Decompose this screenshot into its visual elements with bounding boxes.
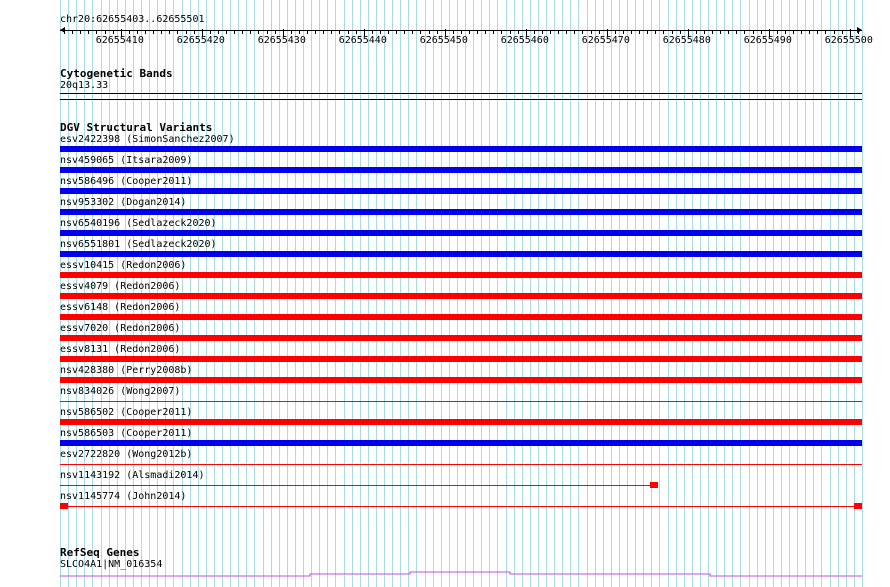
ruler-minor-tick (88, 31, 89, 34)
ruler-minor-tick (753, 31, 754, 34)
variant-feature-bar[interactable] (60, 335, 862, 341)
ruler-minor-tick (145, 31, 146, 34)
ruler-minor-tick (501, 31, 502, 34)
dgv-track-title[interactable]: DGV Structural Variants (60, 121, 213, 134)
ruler-minor-tick (380, 31, 381, 34)
ruler-minor-tick (372, 31, 373, 34)
refseq-track-title[interactable]: RefSeq Genes (60, 546, 140, 559)
ruler-minor-tick (566, 31, 567, 34)
variant-feature-line[interactable] (60, 464, 862, 465)
variant-feature-bar[interactable] (60, 230, 862, 236)
ruler-minor-tick (258, 31, 259, 34)
ruler-minor-tick (550, 31, 551, 34)
ruler-minor-tick (404, 31, 405, 34)
ruler-minor-tick (80, 31, 81, 34)
variant-label[interactable]: nsv1145774 (John2014) (60, 491, 187, 502)
ruler-tick-label: 62655410 (95, 35, 144, 46)
ruler-minor-tick (858, 31, 859, 34)
ruler-tick-label: 62655470 (581, 35, 630, 46)
ruler-minor-tick (623, 31, 624, 34)
ruler-minor-tick (267, 31, 268, 34)
ruler-tick-label: 62655430 (257, 35, 306, 46)
variant-feature-bar[interactable] (60, 356, 862, 362)
ruler-minor-tick (542, 31, 543, 34)
variant-label[interactable]: nsv953302 (Dogan2014) (60, 197, 187, 208)
ruler-minor-tick (210, 31, 211, 34)
ruler-minor-tick (801, 31, 802, 34)
ruler-minor-tick (250, 31, 251, 34)
variant-feature-bar[interactable] (60, 188, 862, 194)
ruler-minor-tick (72, 31, 73, 34)
variant-feature-bar[interactable] (60, 146, 862, 152)
variant-label[interactable]: essv6148 (Redon2006) (60, 302, 181, 313)
ruler-minor-tick (339, 31, 340, 34)
ruler-minor-tick (712, 31, 713, 34)
ruler-tick-label: 62655490 (743, 35, 792, 46)
ruler-minor-tick (453, 31, 454, 34)
ruler-minor-tick (420, 31, 421, 34)
ruler-minor-tick (817, 31, 818, 34)
variant-label[interactable]: nsv586496 (Cooper2011) (60, 176, 193, 187)
variant-label[interactable]: nsv6551801 (Sedlazeck2020) (60, 239, 217, 250)
variant-feature-bar[interactable] (60, 272, 862, 278)
variant-feature-block[interactable] (60, 503, 68, 509)
ruler-minor-tick (785, 31, 786, 34)
ruler-minor-tick (615, 31, 616, 34)
variant-feature-bar[interactable] (60, 440, 862, 446)
ruler-minor-tick (704, 31, 705, 34)
ruler-minor-tick (469, 31, 470, 34)
ruler-minor-tick (842, 31, 843, 34)
ruler-minor-tick (323, 31, 324, 34)
ruler-tick-label: 62655440 (338, 35, 387, 46)
ruler-minor-tick (809, 31, 810, 34)
ruler-minor-tick (834, 31, 835, 34)
variant-label[interactable]: nsv459065 (Itsara2009) (60, 155, 193, 166)
ruler-minor-tick (105, 31, 106, 34)
grid-line (862, 0, 863, 587)
ruler-minor-tick (582, 31, 583, 34)
variant-feature-block[interactable] (854, 503, 862, 509)
ruler-minor-tick (429, 31, 430, 34)
variant-feature-bar[interactable] (60, 167, 862, 173)
ruler-minor-tick (639, 31, 640, 34)
ruler-minor-tick (461, 31, 462, 34)
variant-feature-bar[interactable] (60, 314, 862, 320)
cytobands-track-title[interactable]: Cytogenetic Bands (60, 67, 173, 80)
ruler-minor-tick (299, 31, 300, 34)
variant-feature-line[interactable] (60, 485, 650, 486)
ruler-tick-label: 62655450 (419, 35, 468, 46)
ruler-minor-tick (64, 31, 65, 34)
variant-label[interactable]: essv8131 (Redon2006) (60, 344, 181, 355)
ruler-tick-label: 62655420 (176, 35, 225, 46)
ruler-minor-tick (696, 31, 697, 34)
ruler-minor-tick (599, 31, 600, 34)
variant-label[interactable]: essv10415 (Redon2006) (60, 260, 187, 271)
ruler-minor-tick (242, 31, 243, 34)
ruler-minor-tick (663, 31, 664, 34)
ruler-minor-tick (218, 31, 219, 34)
ruler-minor-tick (493, 31, 494, 34)
ruler-minor-tick (534, 31, 535, 34)
ruler-minor-tick (315, 31, 316, 34)
cytoband-label: 20q13.33 (60, 80, 109, 91)
variant-label[interactable]: nsv1143192 (Alsmadi2014) (60, 470, 205, 481)
ruler-minor-tick (574, 31, 575, 34)
variant-label[interactable]: essv4079 (Redon2006) (60, 281, 181, 292)
variant-feature-line[interactable] (60, 401, 862, 402)
ruler-minor-tick (647, 31, 648, 34)
variant-feature-line[interactable] (60, 506, 862, 507)
variant-label[interactable]: nsv586503 (Cooper2011) (60, 428, 193, 439)
variant-label[interactable]: esv2722820 (Wong2012b) (60, 449, 193, 460)
ruler-minor-tick (169, 31, 170, 34)
ruler-minor-tick (137, 31, 138, 34)
ruler-minor-tick (744, 31, 745, 34)
ruler-minor-tick (388, 31, 389, 34)
ruler-tick-label: 62655460 (500, 35, 549, 46)
variant-label[interactable]: nsv428380 (Perry2008b) (60, 365, 193, 376)
ruler-minor-tick (226, 31, 227, 34)
ruler-minor-tick (356, 31, 357, 34)
variant-feature-bar[interactable] (60, 251, 862, 257)
variant-label[interactable]: essv7020 (Redon2006) (60, 323, 181, 334)
ruler-minor-tick (825, 31, 826, 34)
ruler-minor-tick (194, 31, 195, 34)
ruler-minor-tick (736, 31, 737, 34)
ruler-minor-tick (291, 31, 292, 34)
ruler-minor-tick (672, 31, 673, 34)
ruler-minor-tick (331, 31, 332, 34)
variant-feature-bar[interactable] (60, 377, 862, 383)
variant-feature-block[interactable] (650, 482, 658, 488)
refseq-gene-label[interactable]: SLCO4A1|NM_016354 (60, 559, 163, 570)
ruler-minor-tick (307, 31, 308, 34)
ruler-minor-tick (518, 31, 519, 34)
variant-feature-bar[interactable] (60, 293, 862, 299)
ruler-minor-tick (186, 31, 187, 34)
ruler-minor-tick (631, 31, 632, 34)
variant-label[interactable]: esv2422398 (SimonSanchez2007) (60, 134, 235, 145)
ruler-tick-label: 62655500 (824, 35, 873, 46)
ruler-minor-tick (153, 31, 154, 34)
ruler-minor-tick (412, 31, 413, 34)
ruler-minor-tick (793, 31, 794, 34)
variant-feature-bar[interactable] (60, 209, 862, 215)
ruler-minor-tick (396, 31, 397, 34)
ruler-minor-tick (348, 31, 349, 34)
ruler-minor-tick (96, 31, 97, 34)
ruler-minor-tick (485, 31, 486, 34)
ruler-location: chr20:62655403..62655501 (60, 14, 205, 25)
ruler-minor-tick (728, 31, 729, 34)
cytoband-bar-top (60, 93, 862, 94)
ruler-tick-label: 62655480 (662, 35, 711, 46)
ruler-minor-tick (761, 31, 762, 34)
ruler-minor-tick (591, 31, 592, 34)
cytoband-bar-bottom (60, 99, 862, 100)
ruler-minor-tick (161, 31, 162, 34)
variant-feature-bar[interactable] (60, 419, 862, 425)
ruler-minor-tick (477, 31, 478, 34)
ruler-minor-tick (177, 31, 178, 34)
ruler-minor-tick (113, 31, 114, 34)
ruler-minor-tick (720, 31, 721, 34)
variant-label[interactable]: nsv6540196 (Sedlazeck2020) (60, 218, 217, 229)
ruler-minor-tick (655, 31, 656, 34)
ruler-minor-tick (234, 31, 235, 34)
ruler-minor-tick (777, 31, 778, 34)
ruler-minor-tick (437, 31, 438, 34)
ruler-minor-tick (558, 31, 559, 34)
ruler-minor-tick (680, 31, 681, 34)
ruler-minor-tick (129, 31, 130, 34)
variant-label[interactable]: nsv834026 (Wong2007) (60, 386, 181, 397)
ruler-minor-tick (275, 31, 276, 34)
ruler-minor-tick (510, 31, 511, 34)
refseq-gene-feature[interactable] (60, 568, 862, 580)
variant-label[interactable]: nsv586502 (Cooper2011) (60, 407, 193, 418)
